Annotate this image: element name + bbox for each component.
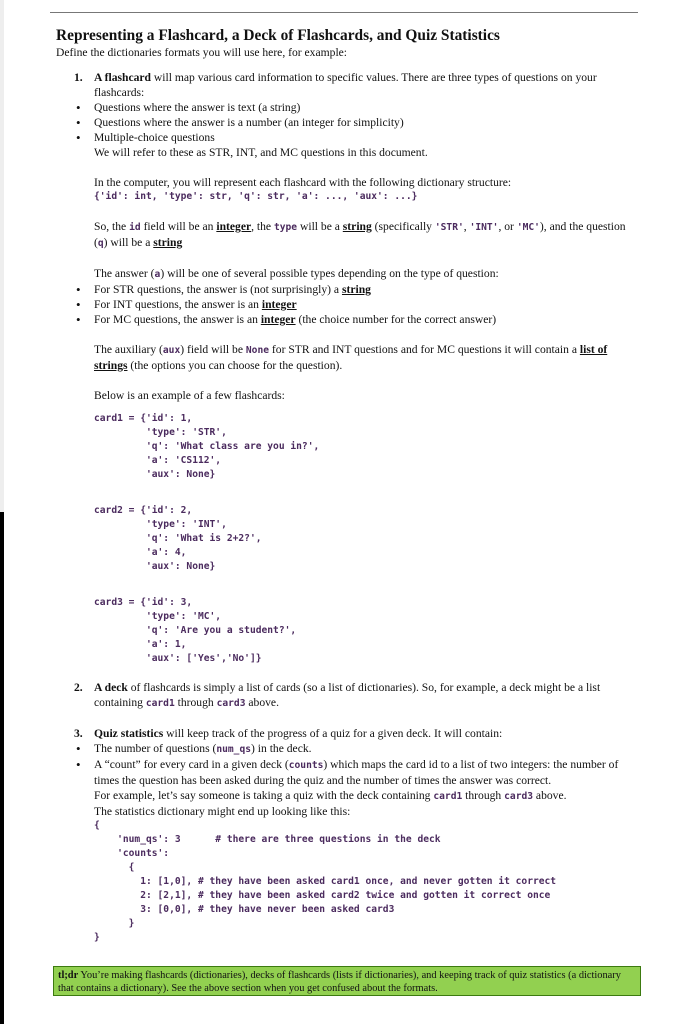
section-number: 3. — [74, 727, 83, 740]
aux-paragraph: The auxiliary (aux) field will be None for STR and INT questions and for MC questions it will contain a list of strings (the options you can choose for the question). — [94, 343, 608, 372]
structure-block — [56, 175, 634, 204]
document-body — [56, 27, 634, 945]
card1-code: card1 = {'id': 1, 'type': 'STR', 'q': 'What class are you in?', 'a': 'CS112', 'aux': None} — [94, 413, 320, 480]
card3-code: card3 = {'id': 3, 'type': 'MC', 'q': 'Are you a student?', 'a': 1, 'aux': ['Yes','No']} — [94, 597, 297, 664]
list-item: • The number of questions (num_qs) in the deck. — [56, 741, 634, 757]
stats-code: { 'num_qs': 3 # there are three questions in the deck 'counts': { 1: [1,0], # they have been asked card1 once, and never gotten it correct 2: [2,1], # they have been asked card2 twice and gotten it correct once 3: [0,0], # they have never been asked card3 } } — [94, 820, 557, 943]
example-intro: Below is an example of a few flashcards: — [94, 389, 285, 402]
section-number: 1. — [74, 71, 83, 84]
stats-example: For example, let’s say someone is taking a quiz with the deck containing card1 through card3 above. The statistics dictionary might end up looking like this: { 'num_qs': 3 # there are three questions in the deck 'counts': { 1: [1,0], # they have been asked card1 once, and never gotten it correct 2: [2,1], # they have been asked card2 twice and gotten it correct once 3: [0,0], # they have never been asked card3 } } — [56, 788, 634, 945]
section-quiz-stats: 3. Quiz statistics will keep track of the progress of a quiz for a given deck. It will contain: — [74, 727, 503, 740]
top-rule — [50, 12, 638, 13]
structure-intro: In the computer, you will represent each flashcard with the following dictionary structure: — [94, 176, 512, 189]
tldr-callout — [53, 966, 641, 996]
example-block — [56, 388, 634, 666]
card2-code: card2 = {'id': 2, 'type': 'INT', 'q': 'What is 2+2?', 'a': 4, 'aux': None} — [94, 505, 262, 572]
stats-contents-list — [56, 741, 634, 788]
section-deck: 2. A deck of flashcards is simply a list of cards (so a list of dictionaries). So, for example, a deck might be a list containing card1 through card3 above. — [74, 681, 601, 709]
answer-paragraph: The answer (a) will be one of several possible types depending on the type of question: — [94, 267, 499, 280]
tldr-text: You’re making flashcards (dictionaries), decks of flashcards (lists if dictionaries), and keeping track of quiz statistics (a dictionary that contains a dictionary). See the above section when you get confused about the formats. — [58, 970, 621, 994]
section-flashcard — [56, 70, 634, 100]
doc-title: Representing a Flashcard, a Deck of Flashcards, and Quiz Statistics — [56, 27, 500, 44]
refer-line: We will refer to these as STR, INT, and MC questions in this document. — [94, 146, 428, 159]
structure-code: {'id': int, 'type': str, 'q': str, 'a': ..., 'aux': ...} — [94, 191, 418, 202]
list-item: • For INT questions, the answer is an integer — [56, 297, 634, 312]
list-item: • Questions where the answer is a number (an integer for simplicity) — [56, 115, 634, 130]
field-types-paragraph: So, the id field will be an integer, the type will be a string (specifically 'STR', 'INT', or 'MC'), and the question (q) will be a string — [94, 220, 626, 249]
flashcard-intro: A flashcard will map various card information to specific values. There are three types of questions on your flashcards: — [94, 71, 597, 99]
section-number: 2. — [74, 681, 83, 694]
doc-subtitle: Define the dictionaries formats you will use here, for example: — [56, 46, 348, 59]
answer-types-list — [56, 282, 634, 327]
scroll-edge-mark — [0, 512, 4, 1024]
list-item: • A “count” for every card in a given deck (counts) which maps the card id to a list of two integers: the number of times the question has been asked during the quiz and the number of times the answer was correct. — [56, 757, 634, 788]
list-item: • Questions where the answer is text (a string) — [56, 100, 634, 115]
list-item: • Multiple-choice questions — [56, 130, 634, 145]
list-item: • For MC questions, the answer is an integer (the choice number for the correct answer) — [56, 312, 634, 327]
tldr-label: tl;dr — [58, 970, 79, 981]
list-item: • For STR questions, the answer is (not surprisingly) a string — [56, 282, 634, 297]
question-types-list — [56, 100, 634, 145]
